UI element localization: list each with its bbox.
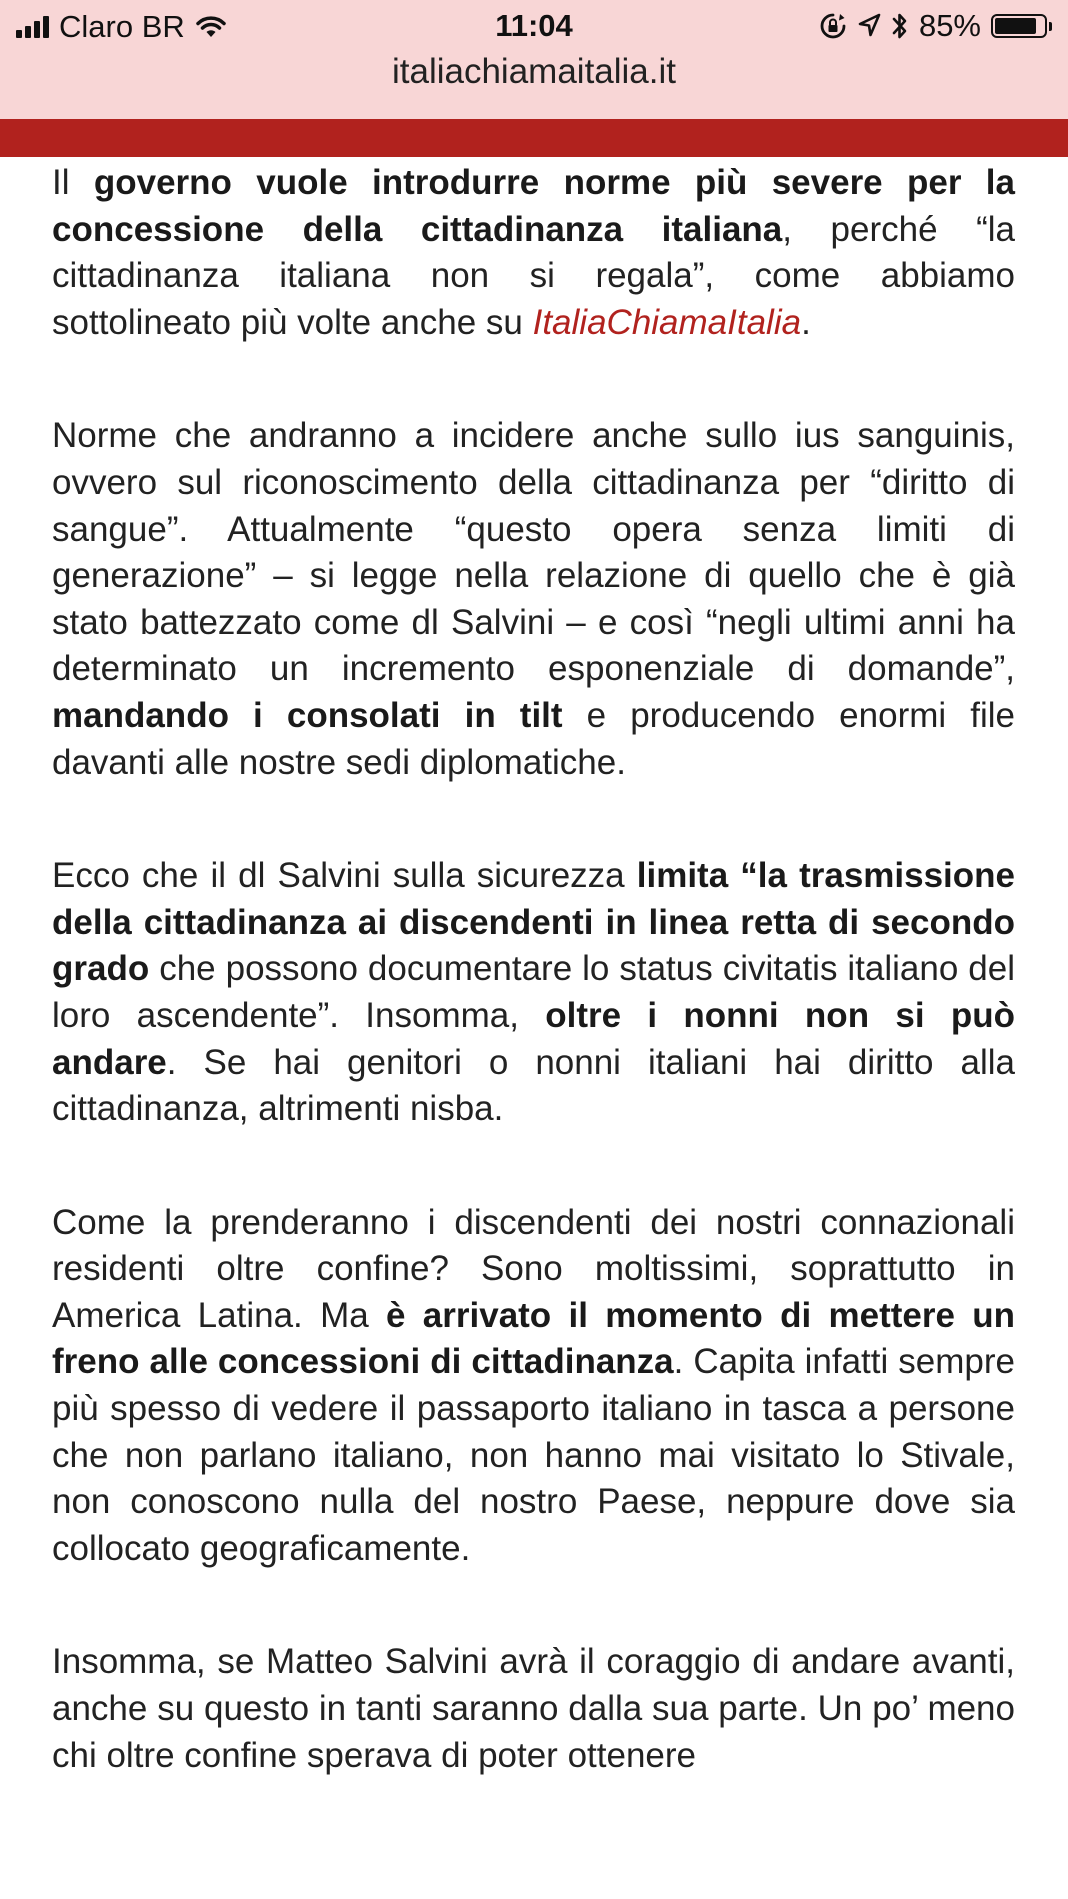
paragraph-text: Norme che andranno a incidere anche sullo ius sanguinis, ovvero sul riconoscimento della cittadinanza per “diritto di sangue”. Attualmente “questo opera senza limiti di generazione” – si legge nella relazione di quello che è già stato battezzato come dl Salvini – e così “negli ultimi anni ha determinato un incremento esponenziale di domande”, [52,416,1015,689]
bluetooth-icon [891,11,909,41]
paragraph-bold-text: mandando i consolati in tilt [52,695,563,735]
paragraph-text: che possono documentare lo status civitatis italiano del loro ascendente”. Insomma, [52,949,1015,1035]
paragraph-text: , perché “la cittadinanza italiana non si regala”, come abbiamo sottolineato più volte anche su [52,209,1015,342]
battery-percent: 85% [918,8,981,43]
url-bar[interactable]: italiachiamaitalia.it [391,52,677,91]
paragraph-text: . Se hai genitori o nonni italiani hai diritto alla cittadinanza, altrimenti nisba. [52,1042,1015,1129]
status-bar [0,0,1068,52]
article-paragraph-3 [52,853,1015,1133]
browser-chrome [0,0,1068,119]
paragraph-text: Il [52,163,94,202]
paragraph-text: . [801,302,811,342]
paragraph-bold-text: limita “la trasmissione della cittadinanza ai discendenti in linea retta di secondo grado [52,856,1016,989]
site-header-bar [0,119,1068,157]
rotation-lock-icon [819,12,847,40]
article-paragraph-4 [52,1200,1015,1573]
battery-icon [991,14,1052,38]
status-right [819,8,1052,44]
status-time: 11:04 [495,8,573,43]
paragraph-bold-text: oltre i nonni non si può andare [52,995,1015,1082]
paragraph-text: Come la prenderanno i discendenti dei nostri connazionali residenti oltre confine? Sono moltissimi, soprattutto in America Latina. Ma [52,1202,1015,1335]
paragraph-text: Ecco che il dl Salvini sulla sicurezza [52,856,637,896]
italiachiamaitalia-link[interactable]: ItaliaChiamaItalia [532,302,802,342]
article-paragraph-1 [52,160,1015,346]
paragraph-text: Insomma, se Matteo Salvini avrà il coraggio di andare avanti, anche su questo in tanti saranno dalla sua parte. Un po’ meno chi oltre confine sperava di poter ottenere [52,1642,1015,1775]
article-body [52,160,1015,1846]
location-icon [857,13,881,39]
article-paragraph-2 [52,413,1015,786]
article-paragraph-5 [52,1639,1015,1779]
battery-fill [995,18,1036,34]
paragraph-bold-text: è arrivato il momento di mettere un freno alle concessioni di cittadinanza [52,1295,1016,1382]
paragraph-text: . Capita infatti sempre più spesso di vedere il passaporto italiano in tasca a persone che non parlano italiano, non hanno mai visitato lo Stivale, non conoscono nulla del nostro Paese, neppure dove sia collocato geograficamente. [52,1342,1015,1568]
paragraph-text: e producendo enormi file davanti alle nostre sedi diplomatiche. [52,695,1015,782]
paragraph-bold-text: governo vuole introdurre norme più severe per la concessione della cittadinanza italiana [52,163,1015,249]
carrier-label: Claro BR [59,9,185,44]
